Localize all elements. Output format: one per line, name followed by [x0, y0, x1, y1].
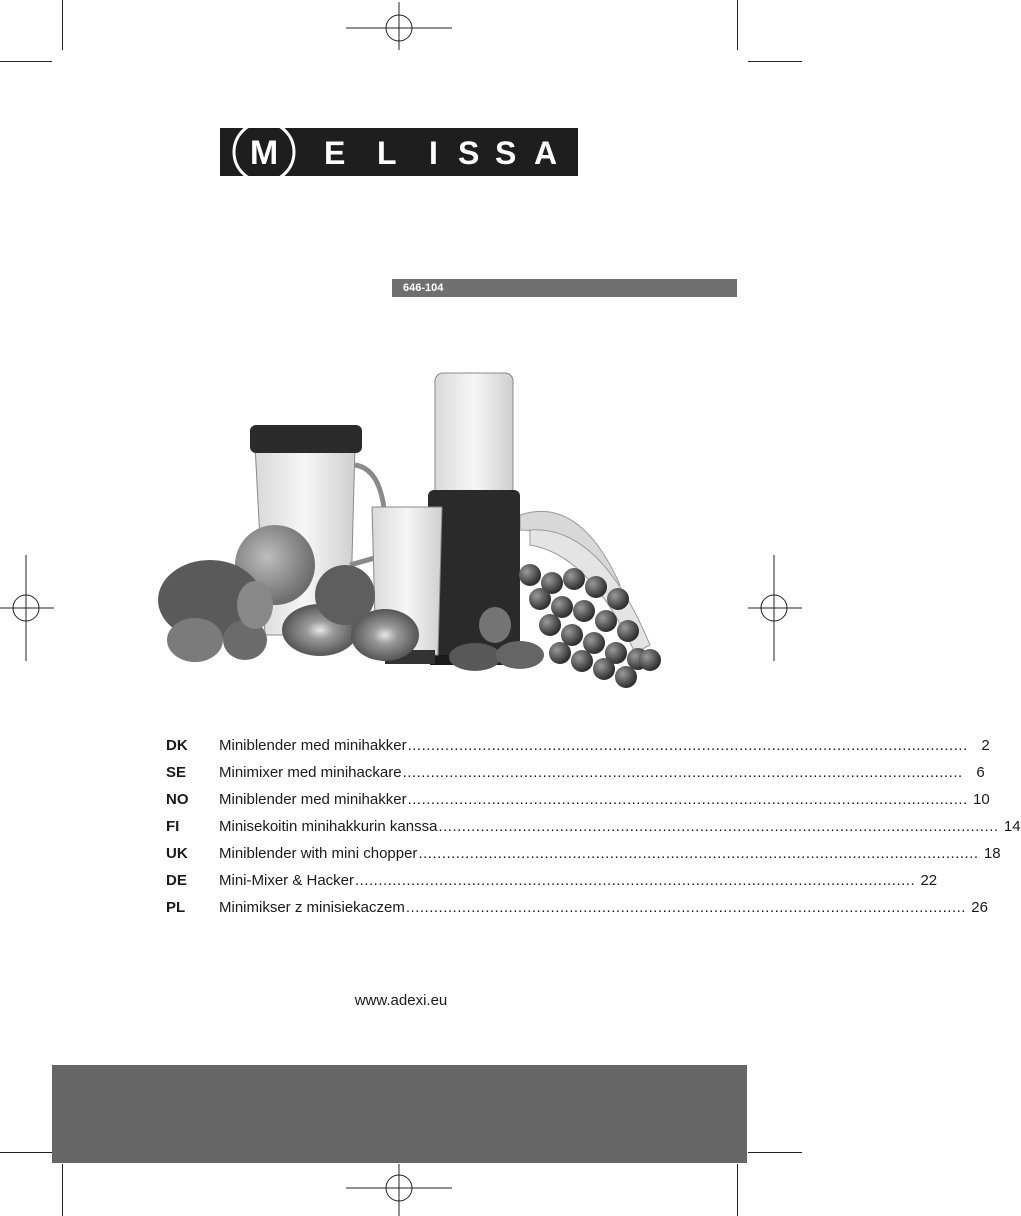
language-code: NO	[166, 791, 189, 808]
leader-dots: ........................................................................................................................	[355, 872, 916, 889]
model-number-bar	[392, 279, 737, 297]
language-code: SE	[166, 764, 187, 781]
leader-dots: ........................................................................................................................	[405, 899, 966, 916]
website-url: www.adexi.eu	[354, 992, 448, 1009]
svg-text:S: S	[495, 135, 517, 171]
page-number: 10	[973, 791, 990, 808]
svg-text:S: S	[458, 135, 480, 171]
leader-dots: ........................................................................................................................	[418, 845, 979, 862]
model-number: 646-104	[403, 282, 444, 294]
crop-mark	[748, 1152, 802, 1153]
table-of-contents	[166, 736, 1021, 925]
toc-item	[166, 763, 985, 790]
toc-item	[166, 736, 990, 763]
section-title: Minimixer med minihackare	[219, 764, 402, 781]
crop-mark	[0, 61, 52, 62]
crop-mark	[748, 61, 802, 62]
section-title: Mini-Mixer & Hacker	[219, 872, 355, 889]
svg-text:E: E	[324, 135, 346, 171]
page-number: 18	[983, 845, 1001, 862]
section-title: Minimikser z minisiekaczem	[219, 899, 405, 916]
leader-dots: ........................................................................................................................	[402, 764, 963, 781]
footer-bar	[52, 1065, 747, 1163]
crop-mark	[737, 1164, 738, 1216]
language-code: PL	[166, 899, 186, 916]
toc-item	[166, 790, 990, 817]
section-title: Miniblender with mini chopper	[219, 845, 418, 862]
registration-mark-icon	[346, 1164, 452, 1216]
registration-mark-icon	[748, 555, 802, 661]
toc-item	[166, 817, 1021, 844]
svg-text:I: I	[429, 135, 438, 171]
toc-item	[166, 844, 1001, 871]
language-code: FI	[166, 818, 180, 835]
language-code: DE	[166, 872, 187, 889]
svg-text:A: A	[534, 135, 558, 171]
leader-dots: ........................................................................................................................	[438, 818, 999, 835]
crop-mark	[62, 1164, 63, 1216]
product-photo-icon	[150, 355, 670, 700]
section-title: Miniblender med minihakker	[219, 737, 407, 754]
leader-dots: ........................................................................................................................	[407, 791, 968, 808]
toc-item	[166, 871, 938, 898]
leader-dots: ........................................................................................................................	[407, 737, 968, 754]
registration-mark-icon	[346, 2, 452, 50]
section-title: Miniblender med minihakker	[219, 791, 407, 808]
svg-text:L: L	[377, 135, 397, 171]
crop-mark	[0, 1152, 52, 1153]
section-title: Minisekoitin minihakkurin kanssa	[219, 818, 438, 835]
brand-logo	[220, 128, 578, 176]
page-number: 14	[1003, 818, 1021, 835]
svg-text:M: M	[249, 134, 279, 172]
melissa-logo-icon	[220, 128, 578, 176]
toc-item	[166, 898, 988, 925]
crop-mark	[737, 0, 738, 50]
crop-mark	[62, 0, 63, 50]
page-number: 2	[981, 737, 990, 754]
page-number: 6	[976, 764, 985, 781]
page-number: 22	[920, 872, 938, 889]
registration-mark-icon	[0, 555, 54, 661]
page-number: 26	[971, 899, 988, 916]
language-code: DK	[166, 737, 188, 754]
language-code: UK	[166, 845, 188, 862]
